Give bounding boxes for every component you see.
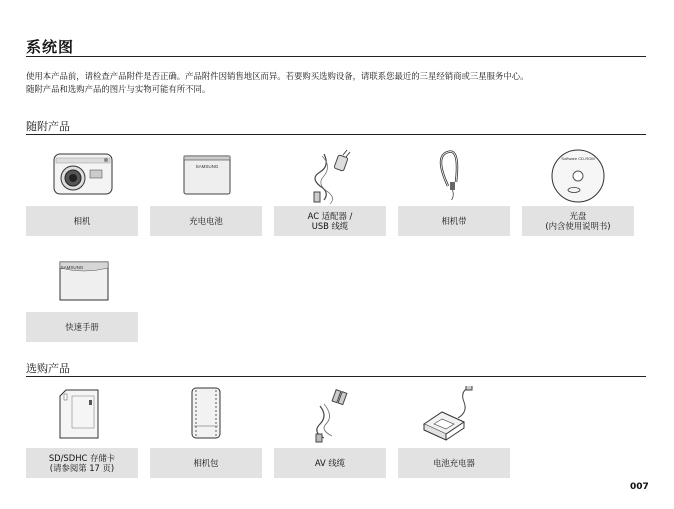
camera-icon: [26, 146, 138, 208]
battery-charger-icon: [398, 386, 510, 448]
included-item-label: 充电电池: [150, 206, 262, 236]
av-cable-icon: [274, 386, 386, 448]
included-item-label: 相机带: [398, 206, 510, 236]
included-item-label: 光盘 (内含使用说明书): [522, 206, 634, 236]
camera-strap-icon: [398, 146, 510, 208]
optional-item-label: 电池充电器: [398, 448, 510, 478]
cd-rom-icon: [522, 146, 634, 208]
title-divider: [26, 56, 646, 57]
optional-divider: [26, 376, 646, 377]
intro-line-1: 使用本产品前，请检查产品附件是否正确。产品附件因销售地区而异。若要购买选购设备，请联系您最近的三星经销商或三星服务中心。: [26, 71, 529, 81]
section-heading-optional: 选购产品: [26, 362, 70, 375]
ac-adapter-usb-cable-icon: [274, 146, 386, 208]
included-divider: [26, 134, 646, 135]
optional-item-label: SD/SDHC 存储卡 (请参阅第 17 页): [26, 448, 138, 478]
intro-line-2: 随附产品和选购产品的图片与实物可能有所不同。: [26, 84, 211, 94]
page-number: 007: [630, 482, 649, 492]
optional-item-label: AV 线缆: [274, 448, 386, 478]
page-title: 系统图: [26, 38, 75, 56]
section-heading-included: 随附产品: [26, 120, 70, 133]
battery-icon: [150, 146, 262, 208]
battery-brand-text: SAMSUNG: [195, 164, 219, 169]
intro-text: [26, 70, 636, 96]
optional-item-label: 相机包: [150, 448, 262, 478]
quick-manual-icon: [26, 252, 138, 314]
sd-card-icon: [26, 386, 138, 448]
cd-label-text: Software CD-ROM: [561, 156, 595, 161]
included-item-label: AC 适配器 / USB 线缆: [274, 206, 386, 236]
manual-brand-text: SAMSUNG: [60, 265, 84, 270]
included-item-label: 相机: [26, 206, 138, 236]
included-item-label: 快速手册: [26, 312, 138, 342]
camera-case-icon: [150, 386, 262, 448]
